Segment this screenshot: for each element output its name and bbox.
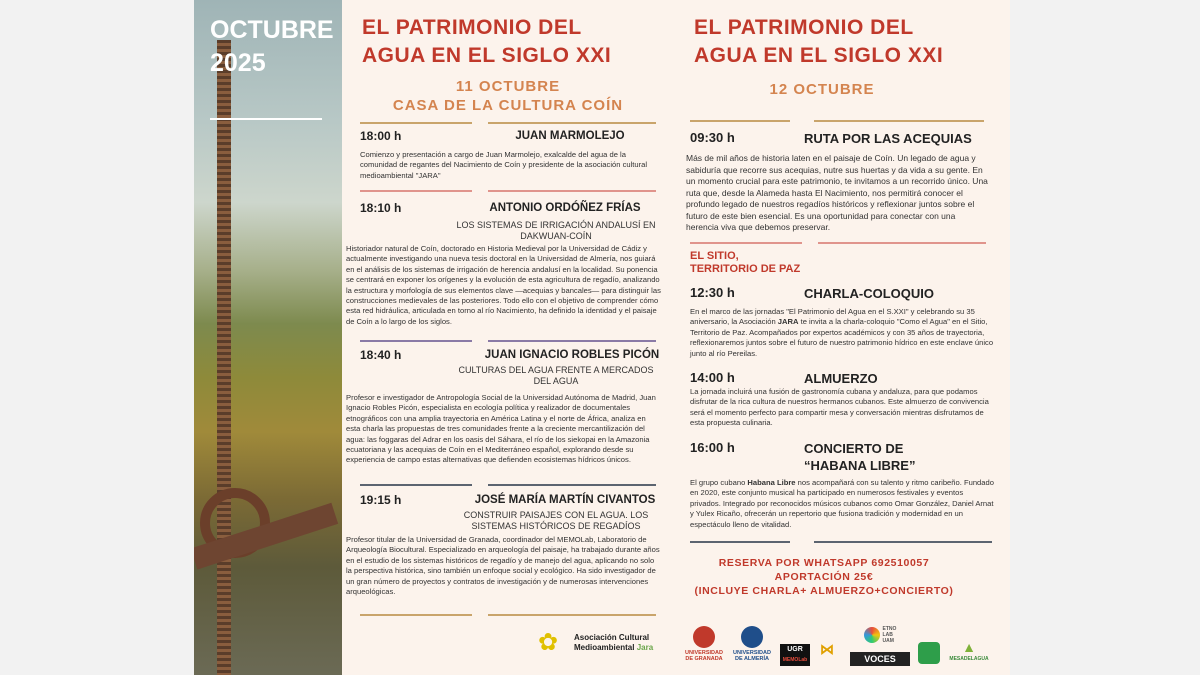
ual-seal-icon [741, 626, 763, 648]
divider [690, 541, 790, 543]
threaded-rod-graphic [217, 40, 231, 675]
month-year-label: OCTUBRE 2025 [210, 16, 334, 77]
event-description: Más de mil años de historia laten en el paisaje de Coín. Un legado de agua y sabiduría que recorre sus acequias, nutre sus huertas y da vida a su gente. En un momento crucial para este patrimonio, te invitamos a un recorrido único. Una ruta que, desde la Alameda hasta El Nacimiento, nos permitirá conocer el profundo legado de nuestros regadíos históricos y reflexionar juntos sobre el futuro de este bien esencial. Es una oportunidad para conectar con una herencia viva que debemos preservar. [686, 153, 988, 232]
etnolab-logo: ETNO LAB UAM [850, 626, 910, 644]
sponsor-logos [684, 620, 996, 670]
event-description: Historiador natural de Coín, doctorado en Historia Medieval por la Universidad de Cádiz y actualmente investigando una nueva tesis doctoral en la Universidad de Almería, nos guiará en el análisis de los sistemas de irrigación de herencia andalusí en la localidad. Su ponencia se centrará en exponer los orígenes y la evolución de esta agricultura de regadío, analizando la estructura y morfología de sus elementos clave —acequias y bancales— para distinguir las construcciones medievales de las posteriores. Todo ello con el objetivo de comprender cómo esta red hidráulica, articulada en torno al río Nacimiento, ha definido la identidad y el paisaje de Coín a lo largo de los siglos. [346, 244, 661, 326]
event-name: ALMUERZO [804, 371, 878, 386]
speaker-name: JUAN MARMOLEJO [515, 130, 625, 142]
ugr-logo: UNIVERSIDAD DE GRANADA [684, 626, 724, 662]
ugr-seal-icon [693, 626, 715, 648]
divider [818, 242, 986, 244]
divider [690, 120, 790, 122]
talk-title: LOS SISTEMAS DE IRRIGACIÓN ANDALUSÍ EN DAKWUAN-COÍN [456, 220, 656, 241]
speaker-name: JOSÉ MARÍA MARTÍN CIVANTOS [474, 494, 656, 506]
etnolab-ring-icon [864, 627, 880, 643]
speaker-name: JUAN IGNACIO ROBLES PICÓN [484, 349, 660, 361]
divider [488, 614, 656, 616]
event-description: La jornada incluirá una fusión de gastronomía cubana y andaluza, para que podamos disfrutar de la rica cultura de nuestros hermanos cubanos. Este almuerzo de convivencia será el momento perfecto para compartir mesa y conversación mientras disfrutamos de esta propuesta culinaria. [690, 387, 989, 428]
talk-title: CONSTRUIR PAISAJES CON EL AGUA. LOS SISTEMAS HISTÓRICOS DE REGADÍOS [463, 510, 649, 531]
divider [360, 340, 472, 342]
divider [814, 541, 992, 543]
event-description: El grupo cubano Habana Libre nos acompañará con su talento y ritmo caribeño. Fundado en 2020, este conjunto musical ha participado en numerosos festivales y eventos privados. Integrado por reconocidos músicos cubanos como Omar González, Daniel Arnat y Yulex Ricaño, ofrecerán un repertorio que fusiona tradición y modernidad en un espectáculo lleno de vitalidad. [690, 478, 994, 529]
divider [360, 190, 472, 192]
ugr-memolab-logo: UGR MEMOLab [780, 644, 810, 666]
reservation-info: RESERVA POR WHATSAPP 692510057 APORTACIÓN 25€ (INCLUYE CHARLA+ ALMUERZO+CONCIERTO) [694, 557, 954, 597]
divider [488, 340, 656, 342]
drop-icon: ▲ [962, 639, 976, 655]
left-venue: CASA DE LA CULTURA COÍN [392, 97, 624, 114]
event-description: Profesor titular de la Universidad de Granada, coordinador del MEMOLab, Laboratorio de Arqueología Biocultural. Especializado en arqueología del paisaje, ha trabajado durante años en el estudio de los sistemas históricos de regadío y de manejo del agua, aplicando no solo la perspectiva histórica, sino también un enfoque social y ecológico. Ha sido investigador de un gran número de proyectos y contratos de investigación y de numerosas intervenciones arqueológicas. [346, 535, 660, 597]
left-title: EL PATRIMONIO DEL AGUA EN EL SIGLO XXI [362, 16, 612, 67]
event-time: 12:30 h [690, 285, 735, 300]
event-poster [194, 0, 1010, 675]
event-description: En el marco de las jornadas "El Patrimonio del Agua en el S.XXI" y celebrando su 35 aniversario, la Asociación JARA te invita a la charla-coloquio "Como el Agua" en el Sitio, Territorio de Paz. Acompañados por expertos académicos y con 35 años de trayectoria, reflexionaremos juntos sobre el futuro de nuestro patrimonio hídrico en este enclave único junto al río Pereilas. [690, 307, 994, 358]
mesadelagua-logo: ▲ MESADELAGUA [946, 638, 992, 662]
left-date: 11 OCTUBRE [455, 78, 561, 95]
divider [488, 122, 656, 124]
event-time: 16:00 h [690, 440, 735, 455]
event-time: 18:00 h [360, 129, 402, 143]
event-description: Comienzo y presentación a cargo de Juan Marmolejo, exalcalde del agua de la comunidad de regantes del Nacimiento de Coín y presidente de la asociación cultural medioambiental "JARA" [360, 150, 648, 180]
event-time: 19:15 h [360, 493, 402, 507]
event-time: 18:40 h [360, 348, 402, 362]
voces-logo: VOCES [850, 652, 910, 666]
ual-logo: UNIVERSIDAD DE ALMERÍA [730, 626, 774, 662]
divider [210, 118, 322, 120]
divider [360, 122, 472, 124]
jara-logo: ✿ Asociación Cultural Medioambiental Jara [538, 629, 654, 656]
event-time: 18:10 h [360, 201, 402, 215]
flower-icon: ✿ [538, 629, 559, 656]
butterfly-icon: ⋈ [820, 641, 834, 657]
divider [814, 120, 984, 122]
divider [488, 484, 656, 486]
event-name: RUTA POR LAS ACEQUIAS [804, 131, 972, 146]
event-description: Profesor e investigador de Antropología Social de la Universidad Autónoma de Madrid, Juan Ignacio Robles Picón, especialista en ecología política y realizador de documentales etnográficos con una amplia trayectoria en América Latina y el norte de África, analiza en esta charla las propuestas de tres comunidades frente a la creciente mercantilización del agua: las foggaras del Adrar en los oasis del Sáhara, el río de los siekopai en la Amazonia ecuatoriana y las acequias de Coín en el Mediterráneo español, explorando desde su experiencia de campo estas alternativas que defienden ecosistemas hídricos únicos. [346, 393, 656, 465]
irrigation-gate-photo [194, 0, 342, 675]
talk-title: CULTURAS DEL AGUA FRENTE A MERCADOS DEL AGUA [458, 365, 654, 386]
location-label: EL SITIO, TERRITORIO DE PAZ [690, 250, 801, 275]
divider [488, 190, 656, 192]
right-date: 12 OCTUBRE [769, 81, 875, 98]
divider [360, 614, 472, 616]
event-name: CHARLA-COLOQUIO [804, 286, 934, 301]
event-name: CONCIERTO DE “HABANA LIBRE” [804, 441, 916, 473]
right-title: EL PATRIMONIO DEL AGUA EN EL SIGLO XXI [694, 16, 944, 67]
divider [360, 484, 472, 486]
speaker-name: ANTONIO ORDÓÑEZ FRÍAS [489, 202, 641, 214]
event-time: 09:30 h [690, 130, 735, 145]
divider [690, 242, 802, 244]
green-org-icon [918, 642, 940, 664]
event-time: 14:00 h [690, 370, 735, 385]
